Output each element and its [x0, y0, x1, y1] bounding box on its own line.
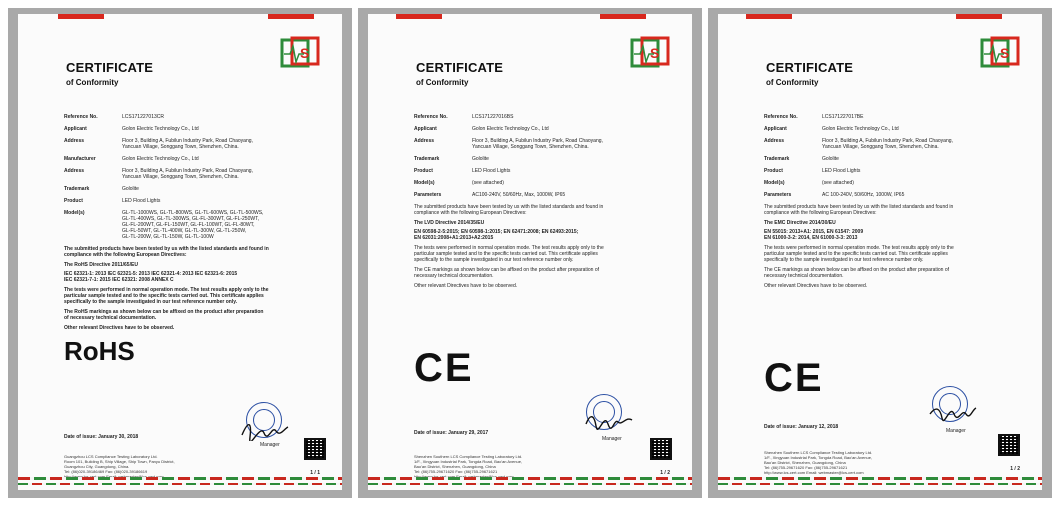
- field-label: Product: [764, 168, 783, 174]
- field-value: (see attached): [472, 180, 504, 186]
- field-value: Golon Electric Technology Co., Ltd: [122, 126, 199, 132]
- flag-stripe: [18, 477, 342, 480]
- flag-stripe: [718, 477, 1042, 480]
- issue-date: Date of issue: January 12, 2018: [764, 424, 839, 430]
- ce-mark: CE: [414, 346, 474, 390]
- lcs-logo-icon: [980, 36, 1020, 70]
- field-value: Gololite: [822, 156, 839, 162]
- signature-icon: [584, 410, 634, 432]
- field-label: Address: [64, 168, 85, 174]
- field-row: [414, 126, 674, 132]
- body-paragraph: The submitted products have been tested by us with the listed standards and found in compliance with the following European Directives:: [414, 204, 604, 216]
- field-value: (see attached): [822, 180, 854, 186]
- body-paragraph: The submitted products have been tested by us with the listed standards and found in compliance with the following European Directives:: [764, 204, 954, 216]
- field-row: [64, 186, 324, 192]
- directive-title: The RoHS Directive 2011/65/EU: [64, 262, 138, 268]
- field-label: Applicant: [764, 126, 787, 132]
- field-label: Model(s): [414, 180, 435, 186]
- directive-title: The LVD Directive 2014/35/EU: [414, 220, 485, 226]
- red-tab: [396, 14, 442, 19]
- field-label: Product: [64, 198, 83, 204]
- field-value: Floor 3, Building A, Fubilun Industry Park, Road Chaoyang, Yancuan Village, Songgang Town, Shenzhen, China.: [122, 138, 253, 150]
- flag-stripe: [18, 483, 342, 485]
- field-label: Address: [414, 138, 435, 144]
- standards-list: IEC 62321-1: 2013 IEC 62321-5: 2013 IEC 62321-4: 2013 IEC 62321-6: 2015 IEC 62321-7-1: 2015 IEC 62321: 2008 ANNEX C: [64, 271, 238, 283]
- body-paragraph: Other relevant Directives have to be observed.: [414, 283, 518, 289]
- body-paragraph: The submitted products have been tested by us with the listed standards and found in compliance with the following European Directives:: [64, 246, 269, 258]
- flag-stripe: [718, 483, 1042, 485]
- field-label: Parameters: [764, 192, 792, 198]
- field-row: [414, 156, 674, 162]
- lcs-logo-icon: [630, 36, 670, 70]
- svg-text:S: S: [300, 45, 310, 61]
- field-row: [64, 168, 324, 180]
- field-row: [414, 168, 674, 174]
- directive-title: The EMC Directive 2014/30/EU: [764, 220, 836, 226]
- ce-mark: CE: [764, 356, 824, 400]
- field-label: Reference No.: [64, 114, 98, 120]
- certificate-title: CERTIFICATE: [766, 60, 854, 75]
- certificate-subtitle: of Conformity: [766, 78, 819, 87]
- field-value: GL-TL-1000WS, GL-TL-800WS, GL-TL-600WS, GL-TL-500WS, GL-TL-400WS, GL-TL-300WS, GL-FL-300WT, GL-FL-250WT, GL-FL-200WT, GL-FL-150WT, GL-FL-100WT, GL-FL-80WT, GL-FL-50WT, GL-TL-400W, GL-TL-300W, GL-TL-250W, GL-TL-200W, GL-TL-150W, GL-TL-100W: [122, 210, 264, 240]
- field-row: [414, 192, 674, 198]
- certificate-fields: [764, 114, 1024, 293]
- certificate-fields: [64, 114, 324, 365]
- field-value: Golon Electric Technology Co., Ltd: [472, 126, 549, 132]
- svg-text:S: S: [1000, 45, 1010, 61]
- field-value: LCS171227016BS: [472, 114, 514, 120]
- signature-icon: [240, 419, 290, 441]
- field-row: [764, 114, 1024, 120]
- field-label: Parameters: [414, 192, 442, 198]
- field-value: AC 100-240V, 50/60Hz, 1000W, IP65: [822, 192, 905, 198]
- field-value: Golon Electric Technology Co., Ltd: [122, 156, 199, 162]
- signature-icon: [928, 402, 978, 424]
- certificate-subtitle: of Conformity: [416, 78, 469, 87]
- body-paragraph: The RoHS markings as shown below can be affixed on the product after preparation of necessary technical documentation.: [64, 309, 264, 321]
- standards-list: EN 60598-2-5:2015; EN 60598-1:2015; EN 62471:2008; EN 62493:2015; EN 62031:2008+A1:2013+A2:2015: [414, 229, 579, 241]
- field-row: [764, 126, 1024, 132]
- certificate-title: CERTIFICATE: [66, 60, 154, 75]
- field-label: Model(s): [764, 180, 785, 186]
- rohs-mark: RoHS: [64, 336, 135, 366]
- body-paragraph: The CE markings as shown below can be affixed on the product after preparation of necessary technical documentation.: [764, 267, 950, 279]
- field-row: [64, 210, 324, 240]
- flag-stripe: [368, 477, 692, 480]
- field-row: [64, 138, 324, 150]
- field-label: Applicant: [414, 126, 437, 132]
- red-tab: [600, 14, 646, 19]
- manager-label: Manager: [946, 428, 966, 434]
- page-number: 1 / 1: [310, 470, 320, 476]
- manager-label: Manager: [260, 442, 280, 448]
- issue-date: Date of issue: January 29, 2017: [414, 430, 489, 436]
- field-label: Trademark: [64, 186, 90, 192]
- page-number: 1 / 2: [1010, 466, 1020, 472]
- page-number: 1 / 2: [660, 470, 670, 476]
- field-label: Applicant: [64, 126, 87, 132]
- field-value: Gololite: [472, 156, 489, 162]
- body-paragraph: The tests were performed in normal operation mode. The test results apply only to the particular sample tested and to the specific tests carried out. This certificate applies specifically to the sample investigated in our test reference number only.: [64, 287, 269, 305]
- field-row: [764, 180, 1024, 186]
- red-tab: [956, 14, 1002, 19]
- field-row: [64, 156, 324, 162]
- red-tab: [268, 14, 314, 19]
- manager-label: Manager: [602, 436, 622, 442]
- field-row: [64, 114, 324, 120]
- field-row: [764, 138, 1024, 150]
- certificate-rohs: [8, 8, 352, 498]
- certificate-emc: [708, 8, 1052, 498]
- certificate-paper: [718, 14, 1042, 490]
- certificate-title: CERTIFICATE: [416, 60, 504, 75]
- body-paragraph: The tests were performed in normal operation mode. The test results apply only to the particular sample tested and to the specific tests carried out. This certificate applies specifically to the sample investigated in our test reference number only.: [414, 245, 604, 263]
- certificate-lvd: [358, 8, 702, 498]
- field-row: [64, 198, 324, 204]
- field-row: [64, 126, 324, 132]
- field-label: Trademark: [414, 156, 440, 162]
- field-value: AC100-240V, 50/60Hz, Max, 1000W, IP65: [472, 192, 566, 198]
- lab-footer: Guangzhou LCS Compliance Testing Laboratory Ltd. Room 101, Building B, Ship Village, Ship Town, Panyu District, Guangzhou City, Guangdong, China. Tel: (86)020-39186469 Fax: (86)020-39186619: [64, 454, 175, 474]
- field-row: [764, 192, 1024, 198]
- field-label: Address: [764, 138, 785, 144]
- field-label: Manufacturer: [64, 156, 96, 162]
- field-value: LCS171227017BE: [822, 114, 864, 120]
- body-paragraph: Other relevant Directives have to be observed.: [764, 283, 868, 289]
- field-row: [414, 180, 674, 186]
- certificate-fields: [414, 114, 674, 293]
- certificate-paper: [368, 14, 692, 490]
- field-label: Model(s): [64, 210, 85, 216]
- body-paragraph: The tests were performed in normal operation mode. The test results apply only to the particular sample tested and to the specific tests carried out. This certificate applies specifically to the sample investigated in our test reference number only.: [764, 245, 954, 263]
- field-label: Reference No.: [764, 114, 798, 120]
- standards-list: EN 55015: 2013+A1: 2015, EN 61547: 2009 EN 61000-3-2: 2014, EN 61000-3-3: 2013: [764, 229, 864, 241]
- lab-footer: Shenzhen Southern LCS Compliance Testing Laboratory Ltd. 1/F., Xingyuan Industrial Park, Tongda Road, Bao'an Avenue, Bao'an District, Shenzhen, Guangdong, China Tel: (86)755-29671620 Fax: (86)755-29671621: [414, 454, 523, 474]
- certificate-paper: [18, 14, 342, 490]
- field-label: Reference No.: [414, 114, 448, 120]
- field-value: LED Flood Lights: [122, 198, 161, 204]
- field-value: Gololite: [122, 186, 139, 192]
- lcs-logo-icon: [280, 36, 320, 70]
- body-paragraph: The CE markings as shown below can be affixed on the product after preparation of necessary technical documentation.: [414, 267, 600, 279]
- field-value: Floor 3, Building A, Fubilun Industry Park, Road Chaoyang, Yancuan Village, Songgang Town, Shenzhen, China.: [122, 168, 253, 180]
- issue-date: Date of issue: January 30, 2018: [64, 434, 139, 440]
- field-row: [414, 114, 674, 120]
- field-row: [764, 168, 1024, 174]
- svg-text:S: S: [650, 45, 660, 61]
- field-value: Floor 3, Building A, Fubilun Industry Park, Road Chaoyang, Yancuan Village, Songgang Town, Shenzhen, China.: [472, 138, 603, 150]
- red-tab: [746, 14, 792, 19]
- field-row: [414, 138, 674, 150]
- field-value: LCS171227013CR: [122, 114, 164, 120]
- body-paragraph: Other relevant Directives have to be observed.: [64, 325, 175, 331]
- red-tab: [58, 14, 104, 19]
- field-value: LED Flood Lights: [472, 168, 511, 174]
- field-value: Golon Electric Technology Co., Ltd: [822, 126, 899, 132]
- flag-stripe: [368, 483, 692, 485]
- field-label: Product: [414, 168, 433, 174]
- lab-footer: Shenzhen Southern LCS Compliance Testing Laboratory Ltd. 1/F., Xingyuan Industrial Park, Tongda Road, Bao'an Avenue, Bao'an District, Shenzhen, Guangdong, China Tel: (86)755-29671620 Fax: (86)755-29671621 http://www.lcs-cert.com Email: webmaster@lcs-cert.com: [764, 450, 873, 475]
- field-value: Floor 3, Building A, Fubilun Industry Park, Road Chaoyang, Yancuan Village, Songgang Town, Shenzhen, China.: [822, 138, 953, 150]
- field-label: Address: [64, 138, 85, 144]
- field-value: LED Flood Lights: [822, 168, 861, 174]
- certificate-subtitle: of Conformity: [66, 78, 119, 87]
- field-label: Trademark: [764, 156, 790, 162]
- field-row: [764, 156, 1024, 162]
